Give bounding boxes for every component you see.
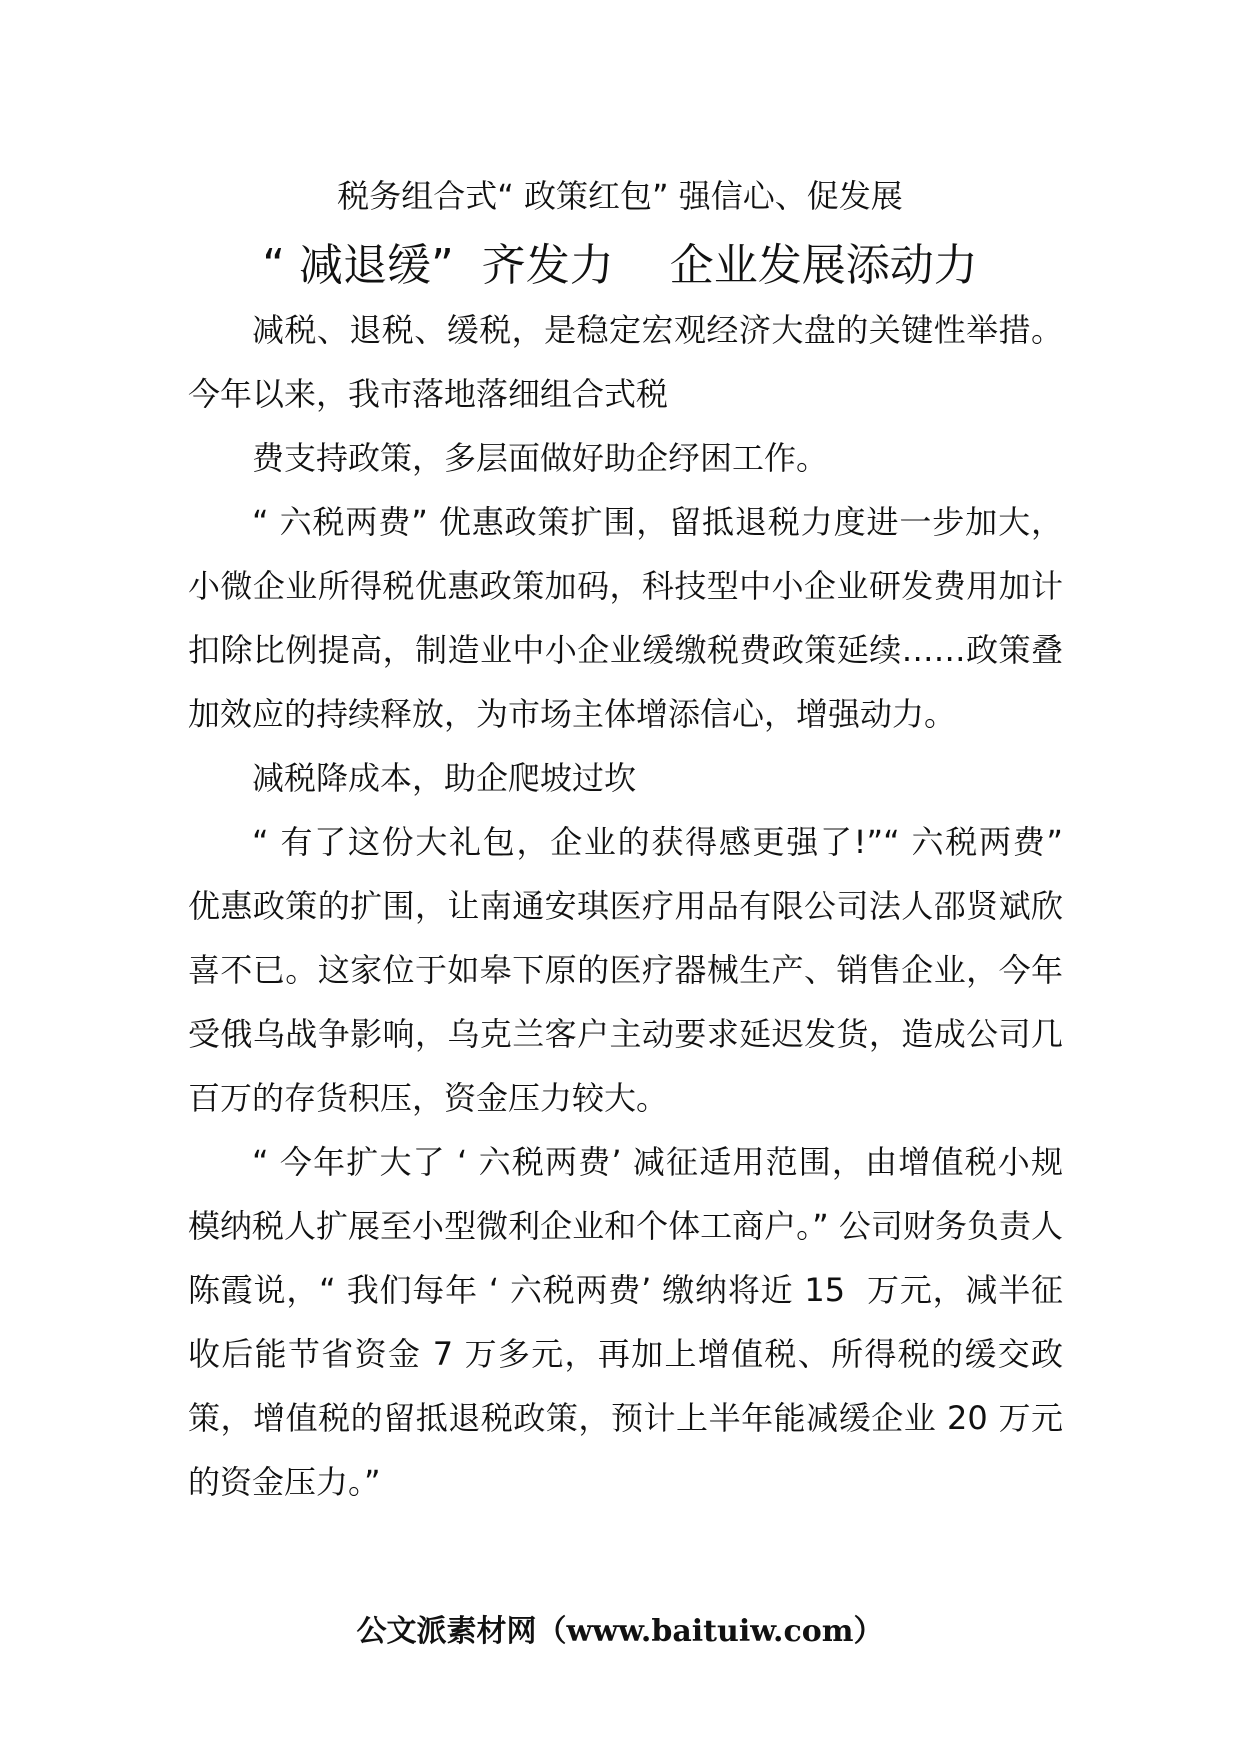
footer-watermark: 公文派素材网（www.baituiw.com） xyxy=(356,1614,884,1649)
article-subtitle: 税务组合式“ 政策红包” 强信心、促发展 xyxy=(337,177,903,215)
article-title: “ 减退缓” 齐发力 企业发展添动力 xyxy=(262,240,978,291)
paragraph-4: “ 有了这份大礼包，企业的获得感更强了!”“ 六税两费” 优惠政策的扩围，让南通安琪医疗用品有限公司法人邵贤斌欣喜不已。这家位于如皋下原的医疗器械生产、销售企业，今年受俄乌战争影响，乌克兰客户主动要求延迟发货，造成公司几百万的存货积压，资金压力较大。 xyxy=(188,823,1074,1117)
paragraph-3: “ 六税两费” 优惠政策扩围，留抵退税力度进一步加大，小微企业所得税优惠政策加码，科技型中小企业研发费用加计扣除比例提高，制造业中小企业缓缴税费政策延续……政策叠加效应的持续释放，为市场主体增添信心，增强动力。 xyxy=(188,503,1063,733)
paragraph-1: 减税、退税、缓税，是稳定宏观经济大盘的关键性举措。今年以来，我市落地落细组合式税 xyxy=(188,311,1063,413)
section-heading: 减税降成本，助企爬坡过坎 xyxy=(252,759,637,797)
article-body xyxy=(188,298,1074,1514)
paragraph-2: 费支持政策，多层面做好助企纾困工作。 xyxy=(252,439,829,477)
paragraph-5: “ 今年扩大了 ‘ 六税两费’ 减征适用范围，由增值税小规模纳税人扩展至小型微利企业和个体工商户。” 公司财务负责人陈霞说，“ 我们每年 ‘ 六税两费’ 缴纳将近 15 万元，减半征收后能节省资金 7 万多元，再加上增值税、所得税的缓交政策，增值税的留抵退税政策，预计上半年能减缓企业 20 万元的资金压力。” xyxy=(188,1143,1063,1501)
